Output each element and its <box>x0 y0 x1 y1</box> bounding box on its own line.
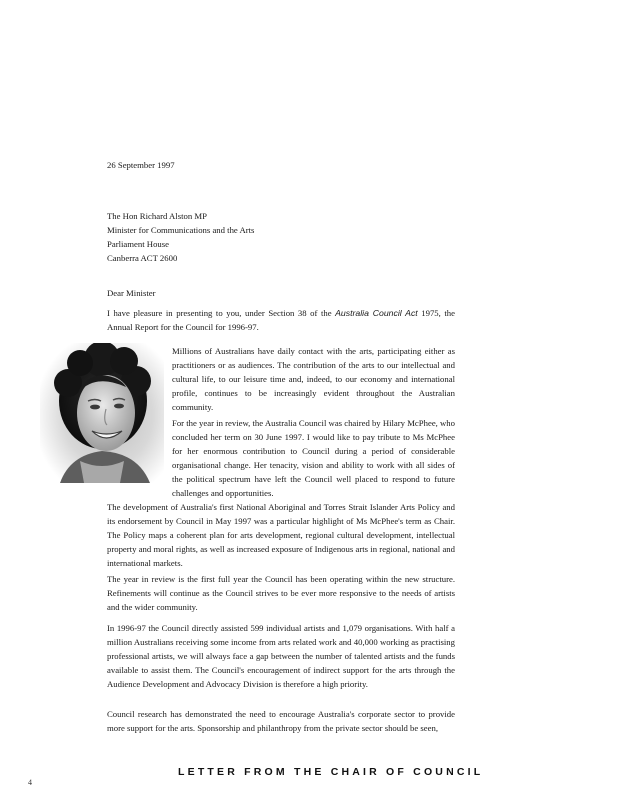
body-paragraph: The development of Australia's first National Aboriginal and Torres Strait Islander Arts Policy and its endorsement by Council in May 1997 was a particular highlight of Ms McPhee's term as Chair. The Policy maps a coherent plan for arts development, regional cultural development, intellectual property and moral rights, as well as increased exposure of Indigenous arts in regional, national and international markets. <box>107 502 455 568</box>
body-paragraph: Millions of Australians have daily contact with the arts, participating either as practitioners or as audiences. The contribution of the arts to our intellectual and cultural life, to our leisure time and, indeed, to our economy and international profile, continues to be increasingly evident throughout the Australian community. <box>172 346 455 412</box>
recipient-address <box>107 209 254 265</box>
address-line-city: Canberra ACT 2600 <box>107 253 178 263</box>
intro-text-before: I have pleasure in presenting to you, under Section 38 of the <box>107 308 336 318</box>
address-line-title: Minister for Communications and the Arts <box>107 225 255 235</box>
intro-paragraph <box>107 306 455 334</box>
chair-portrait-photo <box>40 343 164 483</box>
act-title: Australia Council Act <box>335 308 418 318</box>
letter-date: 26 September 1997 <box>107 160 175 170</box>
address-line-name: The Hon Richard Alston MP <box>107 211 207 221</box>
body-paragraph: For the year in review, the Australia Council was chaired by Hilary McPhee, who concluded her term on 30 June 1997. I would like to pay tribute to Ms McPhee for her enormous contribution to Council during a period of considerable organisational change. Her tenacity, vision and ability to work with all sides of the political spectrum have left the Council well placed to respond to future challenges and opportunities. <box>172 418 455 498</box>
body-paragraph: In 1996-97 the Council directly assisted 599 individual artists and 1,079 organisations. With half a million Australians receiving some income from arts related work and 40,000 working as practising professional artists, we will always face a gap between the number of talented artists and the funds available to assist them. The Council's encouragement of indirect support for the arts through the Audience Development and Advocacy Division is therefore a high priority. <box>107 623 455 689</box>
intro-text-after: 1975, the Annual Report for the Council for 1996-97. <box>107 308 455 332</box>
salutation: Dear Minister <box>107 288 156 298</box>
page-number: 4 <box>28 778 32 787</box>
body-paragraph: The year in review is the first full year the Council has been operating within the new structure. Refinements will continue as the Council strives to be ever more responsive to the needs of artists and the wider community. <box>107 574 455 612</box>
section-title: LETTER FROM THE CHAIR OF COUNCIL <box>178 766 484 778</box>
address-line-building: Parliament House <box>107 239 170 249</box>
body-paragraph: Council research has demonstrated the need to encourage Australia's corporate sector to provide more support for the arts. Sponsorship and philanthropy from the private sector should be seen, <box>107 709 455 733</box>
